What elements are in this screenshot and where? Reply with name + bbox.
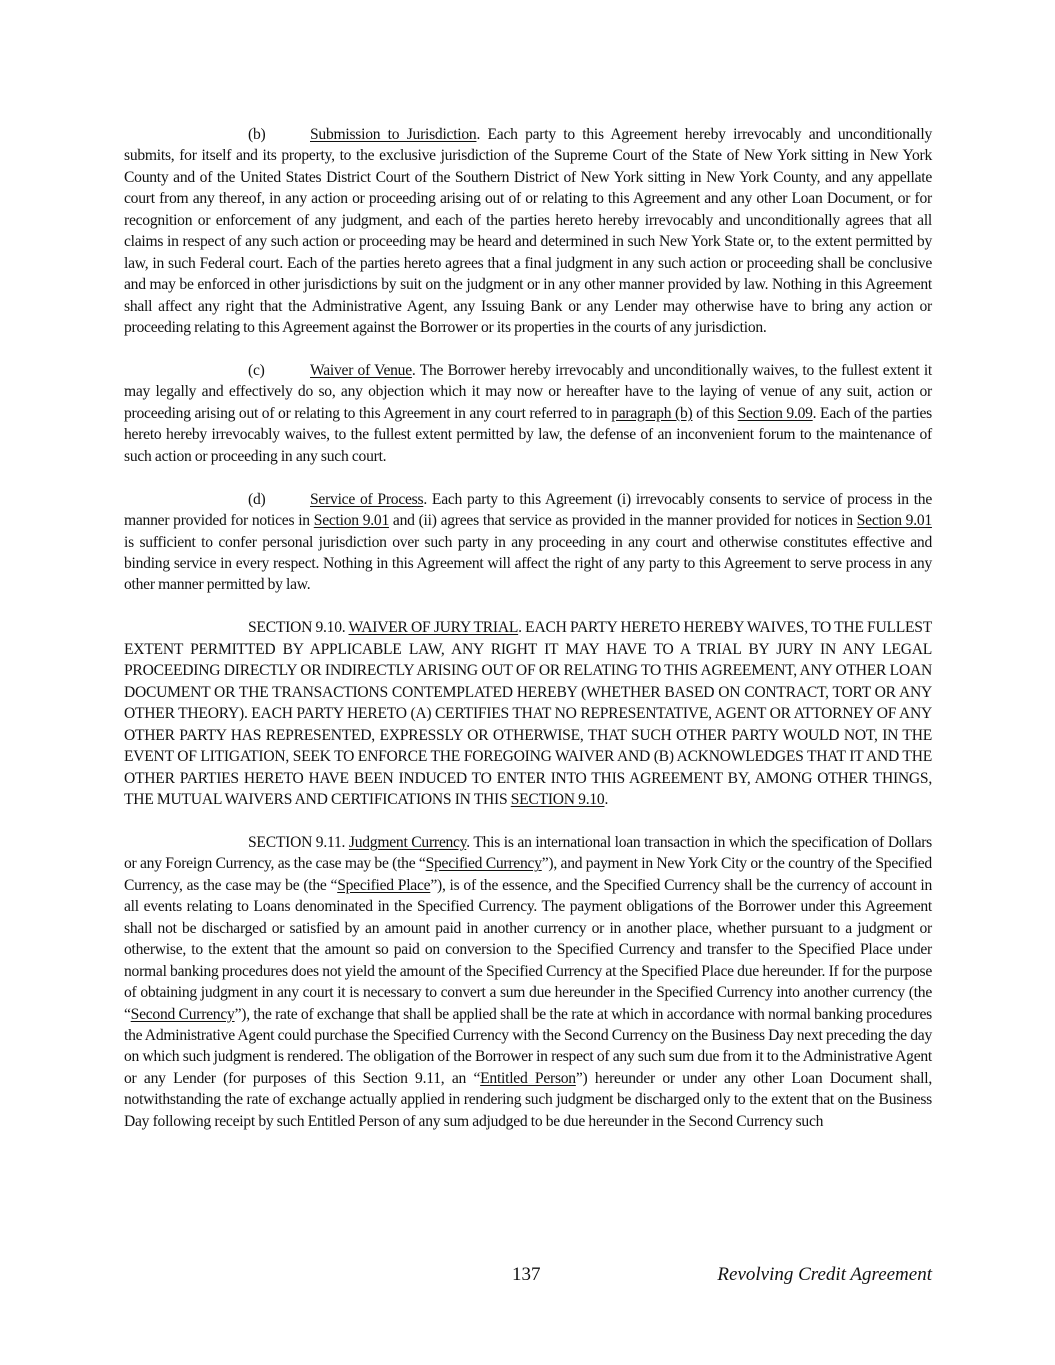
underlined-term: Service of Process [310,490,424,508]
text-segment: ”) hereunder or under any other Loan Document shall, notwithstanding the rate of exchange actually applied in rendering such judgment be discharged only to the extent that on the Business Day following receipt by such Entitled Person of any sum adjudged to be due hereunder in the Second Currency such [124,1069,932,1130]
underlined-term: SECTION 9.10 [510,791,605,808]
text-segment: SECTION 9.10. [248,619,349,637]
paragraph [124,617,932,810]
text-segment: . The Borrower hereby irrevocably and unconditionally waives, to the fullest extent it may legally and effectively do so, any objection which it may now or hereafter have to the laying of venue of any suit, action or proceeding arising out of or relating to this Agreement in any court referred to in [124,361,932,422]
text-segment: . EACH PARTY HERETO HEREBY WAIVES, TO THE FULLEST EXTENT PERMITTED BY APPLICABLE LAW, ANY RIGHT IT MAY HAVE TO A TRIAL BY JURY IN ANY LEGAL PROCEEDING DIRECTLY OR INDIRECTLY ARISING OUT OF OR RELATING TO THIS AGREEMENT, ANY OTHER LOAN DOCUMENT OR THE TRANSACTIONS CONTEMPLATED HEREBY (WHETHER BASED ON CONTRACT, TORT OR ANY OTHER THEORY). EACH PARTY HERETO (A) CERTIFIES THAT NO REPRESENTATIVE, AGENT OR ATTORNEY OF ANY OTHER PARTY HAS REPRESENTED, EXPRESSLY OR OTHERWISE, THAT SUCH OTHER PARTY WOULD NOT, IN THE EVENT OF LITIGATION, SEEK TO ENFORCE THE FOREGOING WAIVER AND (B) ACKNOWLEDGES THAT IT AND THE OTHER PARTIES HERETO HAVE BEEN INDUCED TO ENTER INTO THIS AGREEMENT BY, AMONG OTHER THINGS, THE MUTUAL WAIVERS AND CERTIFICATIONS IN THIS [124,619,932,808]
paragraph-label: (d) [248,490,266,508]
paragraph [124,124,932,339]
underlined-term: Section 9.01 [856,512,932,530]
text-segment: . This is an international loan transaction in which the specification of Dollars or any Foreign Currency, as the case may be (the “ [124,833,932,873]
paragraph [124,489,932,596]
page-footer [124,1264,932,1288]
document-body [124,124,932,1154]
page-number: 137 [512,1264,541,1285]
underlined-term: Specified Place [337,876,431,894]
underlined-term: Specified Currency [425,855,542,873]
underlined-term: Second Currency [130,1005,235,1023]
underlined-term: Waiver of Venue [310,361,412,379]
paragraph [124,360,932,467]
text-segment: . [604,791,609,808]
text-segment: ”), and payment in New York City or the country of the Specified Currency, as the case may be (the “ [124,855,932,894]
text-segment: . Each of the parties hereto hereby irrevocably waives, to the fullest extent permitted by law, the defense of an inconvenient forum to the maintenance of such action or proceeding in any such court. [124,404,932,465]
underlined-term: Section 9.09 [737,404,813,422]
document-title: Revolving Credit Agreement [717,1264,932,1285]
underlined-term: paragraph (b) [611,404,693,422]
paragraph [124,832,932,1132]
text-segment: . Each party to this Agreement hereby irrevocably and unconditionally submits, for itself and its property, to the exclusive jurisdiction of the Supreme Court of the State of New York sitting in New York County and of the United States District Court of the Southern District of New York sitting in New York County, and any appellate court from any thereof, in any action or proceeding arising out of or relating to this Agreement and any other Loan Document, or for recognition or enforcement of any judgment, and each of the parties hereto hereby irrevocably and unconditionally agrees that all claims in respect of any such action or proceeding may be heard and determined in such New York State or, to the extent permitted by law, in such Federal court. Each of the parties hereto agrees that a final judgment in any such action or proceeding shall be conclusive and may be enforced in other jurisdictions by suit on the judgment or in any other manner provided by law. Nothing in this Agreement shall affect any right that the Administrative Agent, any Issuing Bank or any Lender may otherwise have to bring any action or proceeding relating to this Agreement against the Borrower or its properties in the courts of any jurisdiction. [124,126,933,337]
text-segment: of this [692,404,738,422]
underlined-term: Section 9.01 [313,512,389,530]
underlined-term: Judgment Currency [348,833,467,851]
text-segment: and (ii) agrees that service as provided in the manner provided for notices in [389,512,857,530]
underlined-term: Submission to Jurisdiction [310,126,477,143]
underlined-term: WAIVER OF JURY TRIAL [348,619,519,637]
paragraph-label: (b) [248,126,266,143]
text-segment: is sufficient to confer personal jurisdiction over such party in any proceeding in any court and otherwise constitutes effective and binding service in every respect. Nothing in this Agreement will affect the right of any party to this Agreement to serve process in any other manner permitted by law. [124,533,932,594]
text-segment: ”), is of the essence, and the Specified Currency shall be the currency of account in all events relating to Loans denominated in the Specified Currency. The payment obligations of the Borrower under this Agreement shall not be discharged or satisfied by an amount paid in another currency or in another place, whether pursuant to a judgment or otherwise, to the extent that the amount so paid on conversion to the Specified Currency and transfer to the Specified Place under normal banking procedures does not yield the amount of the Specified Currency at the Specified Place due hereunder. If for the purpose of obtaining judgment in any court it is necessary to convert a sum due hereunder in the Specified Currency into another currency (the “ [124,876,932,1023]
text-segment: ”), the rate of exchange that shall be applied shall be the rate at which in accordance with normal banking procedures the Administrative Agent could purchase the Specified Currency with the Second Currency on the Business Day next preceding the day on which such judgment is rendered. The obligation of the Borrower in respect of any such sum due from it to the Administrative Agent or any Lender (for purposes of this Section 9.11, an “ [124,1005,932,1087]
text-segment: SECTION 9.11. [248,833,349,851]
text-segment: . Each party to this Agreement (i) irrevocably consents to service of process in the manner provided for notices in [124,490,932,530]
underlined-term: Entitled Person [480,1069,576,1087]
paragraph-label: (c) [248,361,265,379]
